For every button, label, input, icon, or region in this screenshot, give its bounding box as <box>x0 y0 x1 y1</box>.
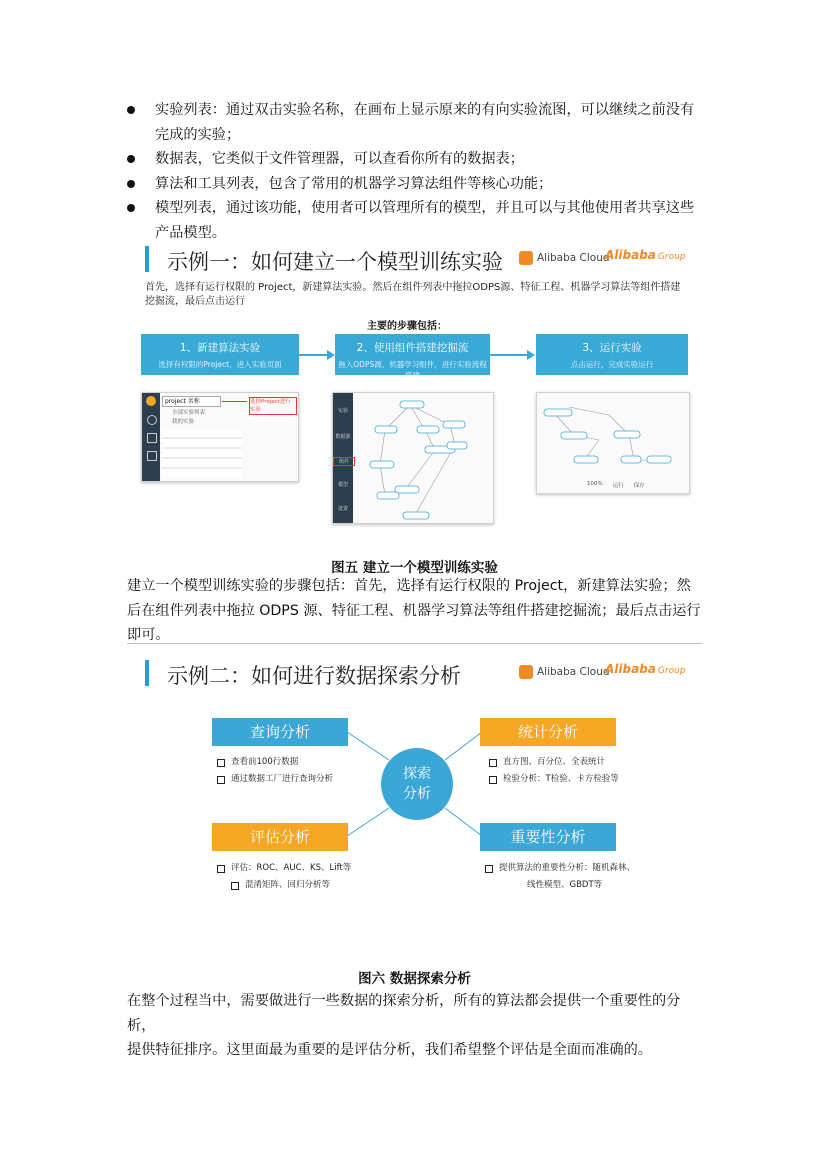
run-toolbar <box>587 481 687 489</box>
logo-icon <box>146 396 156 406</box>
alibaba-group-word: Group <box>657 666 686 676</box>
paragraph <box>127 574 707 648</box>
intro-line: 首先，选择有运行权限的 Project，新建算法实验。然后在组件列表中拖拉ODPS源、特征工程、机器学习算法等组件搭建 <box>145 282 681 293</box>
list-item: 混淆矩阵、回归分析等 <box>217 879 351 892</box>
slide-title: 示例一：如何建立一个模型训练实验 <box>167 250 503 274</box>
bullet-dot-icon <box>127 204 135 212</box>
paragraph <box>127 989 707 1063</box>
step-box-build-flow <box>335 334 490 380</box>
intro-line: 挖掘流，最后点击运行 <box>145 296 245 307</box>
checkbox-icon <box>217 759 225 767</box>
steps-header: 主要的步骤包括： <box>367 321 447 332</box>
bullet-text: 模型列表，通过该功能，使用者可以管理所有的模型，并且可以与其他使用者共享这些 <box>155 200 695 216</box>
slide-title: 示例二：如何进行数据探索分析 <box>167 664 461 688</box>
list-item: 检验分析：T检验、卡方检验等 <box>489 773 619 786</box>
experiment-icon <box>147 415 157 425</box>
statistical-analysis-box: 统计分析 <box>480 718 616 746</box>
alibaba-group-word: Group <box>657 252 686 262</box>
list-item: 提供算法的重要性分析：随机森林、 <box>485 862 635 875</box>
project-note-arrow <box>222 401 247 402</box>
list-item: 直方图、百分位、全表统计 <box>489 756 619 769</box>
checkbox-icon <box>231 882 239 890</box>
slide-data-exploration <box>127 650 702 960</box>
paragraph-line: 建立一个模型训练实验的步骤包括：首先，选择有运行权限的 Project，新建算法实验；然 <box>127 578 691 594</box>
list-item: 查看前100行数据 <box>217 756 333 769</box>
paragraph-line: 在整个过程当中，需要做进行一些数据的探索分析，所有的算法都会提供一个重要性的分析， <box>127 993 681 1034</box>
importance-analysis-box: 重要性分析 <box>480 823 616 851</box>
statistical-analysis-items <box>489 756 619 786</box>
bullet-dot-icon <box>127 106 135 114</box>
data-icon <box>147 433 157 443</box>
screenshot-project-select <box>141 392 299 482</box>
step-box-run <box>536 334 688 375</box>
bullet-item <box>127 98 707 147</box>
project-note: 选择Project进行实验 <box>249 397 297 415</box>
step-box-new-experiment <box>141 334 299 375</box>
title-accent-bar <box>145 246 149 272</box>
paragraph-line: 后在组件列表中拖拉 ODPS 源、特征工程、机器学习算法等组件搭建挖掘流；最后点击运行 <box>127 602 701 619</box>
arrow-right-icon <box>327 350 335 360</box>
list-blank-rows <box>162 429 242 477</box>
sidebar-label: 实验 <box>337 408 348 414</box>
step-subtitle: 拖入ODPS源、机器学习组件，进行实验流程搭建 <box>338 360 487 380</box>
bullet-dot-icon <box>127 155 135 163</box>
flow-canvas <box>355 395 491 521</box>
tree-row[interactable]: 全部实验列表 <box>172 410 206 416</box>
bullet-text: 算法和工具列表，包含了常用的机器学习算法组件等核心功能； <box>155 175 553 192</box>
slide-intro <box>145 281 695 309</box>
run-canvas <box>539 395 687 479</box>
hub-label: 分析 <box>403 786 431 802</box>
bullet-item <box>127 172 707 197</box>
bullet-text: 实验列表：通过双击实验名称，在画布上显示原来的有向实验流图，可以继续之前没有 <box>155 102 695 118</box>
sidebar-label: 数据源 <box>335 434 351 440</box>
bullet-dot-icon <box>127 180 135 188</box>
alibaba-cloud-logo <box>519 251 610 265</box>
list-item: 线性模型、GBDT等 <box>527 880 603 890</box>
step-title: 2、使用组件搭建挖掘流 <box>356 342 469 354</box>
paragraph-line: 即可。 <box>127 627 170 643</box>
bullet-text: 数据表，它类似于文件管理器，可以查看你所有的数据表； <box>155 151 524 167</box>
list-item: 评估：ROC、AUC、KS、Lift等 <box>217 862 351 875</box>
paragraph-line: 提供特征排序。这里面最为重要的是评估分析，我们希望整个评估是全面而准确的。 <box>127 1042 652 1058</box>
step-subtitle: 点击运行，完成实验运行 <box>570 360 654 369</box>
step-title: 3、运行实验 <box>582 342 642 354</box>
step-arrow-line <box>299 354 327 356</box>
figure-caption: 图六 数据探索分析 <box>358 971 471 987</box>
query-analysis-items <box>217 756 333 786</box>
tree-row[interactable]: 我的实验 <box>172 419 195 425</box>
screenshot-sidebar <box>333 393 353 523</box>
query-analysis-box: 查询分析 <box>212 718 348 746</box>
screenshot-build-flow <box>332 392 494 524</box>
sidebar-label: 设置 <box>337 506 348 512</box>
step-subtitle: 选择有权限的Project，进入实验页面 <box>158 360 282 369</box>
screenshot-sidebar <box>142 393 160 481</box>
checkbox-icon <box>489 776 497 784</box>
bullet-text: 完成的实验； <box>155 126 241 143</box>
checkbox-icon <box>485 865 493 873</box>
alibaba-group-text: Alibaba <box>605 248 656 262</box>
sidebar-label: 组件 <box>333 457 355 466</box>
evaluation-analysis-items <box>217 862 351 892</box>
figure-caption: 图五 建立一个模型训练实验 <box>331 560 498 576</box>
alibaba-cloud-logo-icon <box>519 251 533 265</box>
alibaba-cloud-text: Alibaba Cloud <box>537 252 610 264</box>
importance-analysis-items <box>485 862 635 892</box>
alibaba-group-text: Alibaba <box>605 662 656 676</box>
exploration-hub <box>381 748 453 820</box>
list-item: 通过数据工厂进行查询分析 <box>217 773 333 786</box>
checkbox-icon <box>217 865 225 873</box>
checkbox-icon <box>217 776 225 784</box>
step-title: 1、新建算法实验 <box>179 342 261 354</box>
save-button[interactable]: 保存 <box>633 483 645 489</box>
component-icon <box>147 451 157 461</box>
slide-model-training <box>127 240 702 530</box>
divider <box>127 643 702 644</box>
project-field[interactable]: project 名称 <box>162 396 221 407</box>
evaluation-analysis-box: 评估分析 <box>212 823 348 851</box>
bullet-item <box>127 196 707 245</box>
step-arrow-line <box>490 354 527 356</box>
bullet-list <box>127 98 707 245</box>
sidebar-label: 模型 <box>337 482 348 488</box>
alibaba-group-logo <box>605 248 686 262</box>
checkbox-icon <box>489 759 497 767</box>
bullet-item <box>127 147 707 172</box>
screenshot-run <box>536 392 690 494</box>
alibaba-cloud-text: Alibaba Cloud <box>537 666 610 678</box>
bullet-text: 产品模型。 <box>155 224 226 241</box>
zoom-label[interactable]: 100% <box>587 481 603 487</box>
run-button[interactable]: 运行 <box>612 483 624 489</box>
hub-label: 探索 <box>403 766 431 782</box>
arrow-right-icon <box>527 350 535 360</box>
